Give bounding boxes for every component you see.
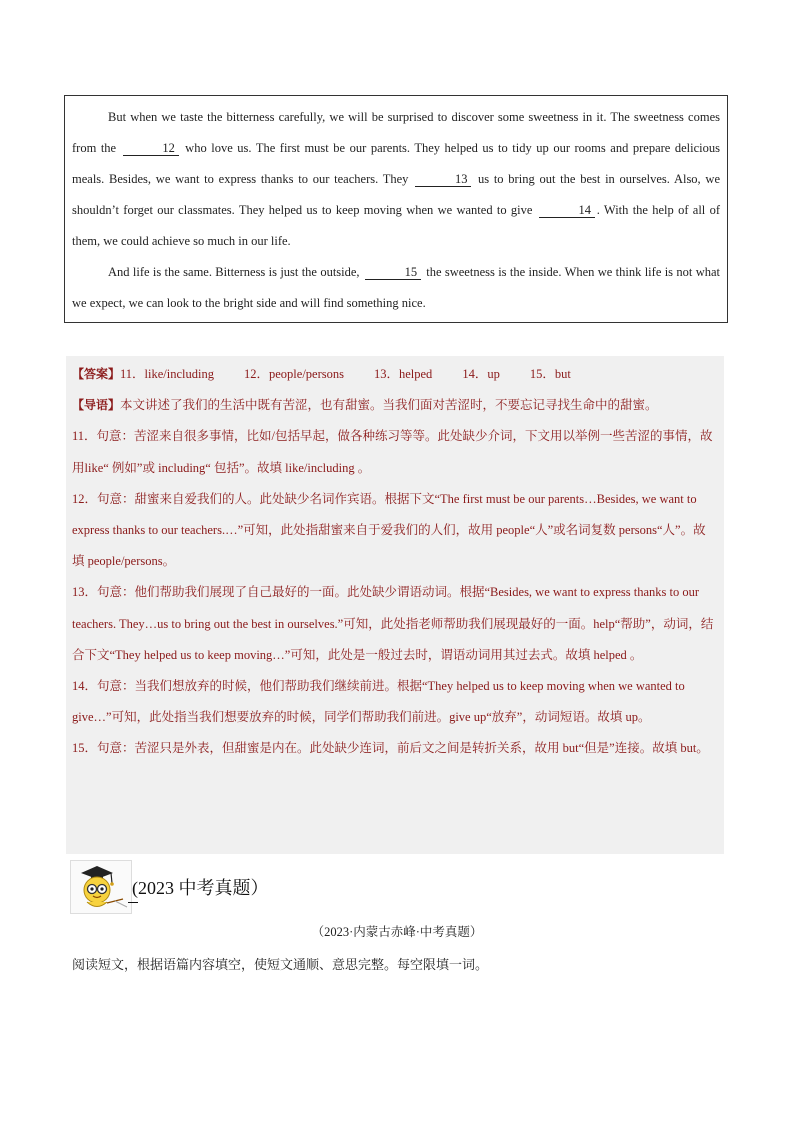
- exam-instruction: 阅读短文，根据语篇内容填空，使短文通顺、意思完整。每空限填一词。: [72, 958, 489, 973]
- explanation-15: 15．句意：苦涩只是外表，但甜蜜是内在。此处缺少连词，前后文之间是转折关系，故用 but“但是”连接。故填 but。: [72, 741, 709, 756]
- answer-item: 15．but: [529, 367, 571, 381]
- passage-text: us to bring out the best in ourselves. Also, we shouldn’t forget our classmates. They helped us to keep moving when we wanted to give: [72, 172, 721, 217]
- answer-tag: 【答案】: [72, 367, 121, 381]
- exam-title: [132, 874, 269, 900]
- exam-title-text: (2023 中考真题）: [132, 878, 269, 898]
- blank-13[interactable]: 13: [415, 172, 471, 187]
- passage-paragraph-1: [72, 102, 720, 257]
- passage-box: [64, 95, 728, 323]
- answer-line: [72, 359, 718, 390]
- explanation-11: 11．句意：苦涩来自很多事情，比如/包括早起，做各种练习等等。此处缺少介词，下文用以举例一些苦涩的事情，故用like“ 例如”或 including“ 包括”。故填 like/including 。: [72, 429, 713, 475]
- passage-text: who love us. The first must be our parents. They helped us to tidy up our rooms and prepare delicious meals. Besides, we want to express thanks to our teachers. They: [72, 141, 720, 186]
- passage-text: And life is the same. Bitterness is just the outside,: [108, 265, 360, 279]
- blank-15[interactable]: 15: [365, 265, 421, 280]
- blank-12[interactable]: 12: [123, 141, 179, 156]
- answer-item: 14．up: [462, 367, 500, 381]
- explanation-13: 13．句意：他们帮助我们展现了自己最好的一面。此处缺少谓语动词。根据“Besides, we want to express thanks to our teachers. They…us to bring out the best in ourselves.”可知，此处指老师帮助我们展现最好的一面。help“帮助”，动词，结合下文“They helped us to keep moving…”可知，此处是一般过去时，谓语动词用其过去式。故填 helped 。: [72, 585, 714, 662]
- guide-tag: 【导语】: [72, 398, 121, 413]
- title-underline: [128, 902, 138, 903]
- passage-text: . With the help of all of them, we could achieve so much in our life.: [72, 203, 720, 248]
- passage-text: the sweetness is the inside. When we think life is not what we expect, we can look to the bright side and will find something nice.: [72, 265, 720, 310]
- answer-item: 12．people/persons: [244, 367, 344, 381]
- passage-paragraph-2: [72, 257, 720, 319]
- answer-panel: [66, 356, 724, 854]
- passage-text: But when we taste the bitterness carefully, we will be surprised to discover some sweetness in it. The sweetness comes from the: [72, 110, 720, 155]
- blank-14[interactable]: 14: [539, 203, 595, 218]
- exam-source: （2023·内蒙古赤峰·中考真题）: [311, 925, 483, 939]
- answer-item: 13．helped: [373, 367, 433, 381]
- guide-text: 本文讲述了我们的生活中既有苦涩，也有甜蜜。当我们面对苦涩时，不要忘记寻找生命中的甜蜜。: [120, 398, 658, 413]
- explanation-14: 14．句意：当我们想放弃的时候，他们帮助我们继续前进。根据“They helped us to keep moving when we wanted to give…”可知，此处指当我们想要放弃的时候，同学们帮助我们前进。give up“放弃”，动词短语。故填 up。: [72, 679, 685, 725]
- exam-header: [70, 860, 370, 914]
- answer-item: 11．like/including: [120, 367, 214, 381]
- mascot-graduate-icon: [70, 860, 132, 914]
- explanation-12: 12．句意：甜蜜来自爱我们的人。此处缺少名词作宾语。根据下文“The first must be our parents…Besides, we want to express thanks to our teachers.…”可知，此处指甜蜜来自于爱我们的人们，故用 people“人”或名词复数 persons“人”。故填 people/persons。: [72, 491, 706, 569]
- guide-line: [72, 390, 718, 421]
